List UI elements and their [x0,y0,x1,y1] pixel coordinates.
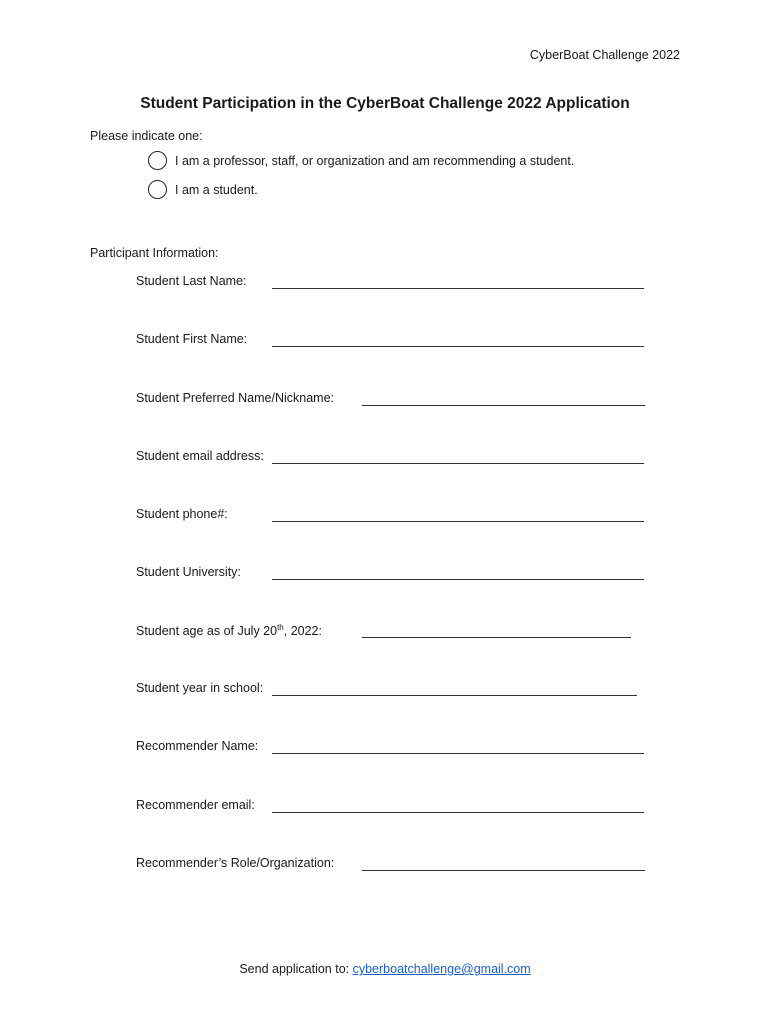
input-recommender-name[interactable] [272,753,644,754]
label-age: Student age as of July 20th, 2022: [136,623,322,639]
option-student[interactable] [148,180,258,199]
input-year[interactable] [272,695,637,696]
input-university[interactable] [272,579,644,580]
section-participant-info: Participant Information: [90,246,219,260]
indicate-label: Please indicate one: [90,129,203,143]
label-recommender-name: Recommender Name: [136,739,259,753]
option-student-label: I am a student. [175,182,258,197]
label-university: Student University: [136,565,241,579]
label-email: Student email address: [136,449,264,463]
label-preferred-name: Student Preferred Name/Nickname: [136,391,335,405]
input-phone[interactable] [272,521,644,522]
input-recommender-role[interactable] [362,870,645,871]
label-last-name: Student Last Name: [136,274,247,288]
label-recommender-email: Recommender email: [136,798,255,812]
radio-student[interactable] [148,180,167,199]
label-recommender-role: Recommender’s Role/Organization: [136,856,335,870]
option-recommender-label: I am a professor, staff, or organization and am recommending a student. [175,153,575,168]
label-year: Student year in school: [136,681,264,695]
option-recommender[interactable] [148,151,574,170]
input-age[interactable] [362,637,631,638]
input-first-name[interactable] [272,346,644,347]
footer [0,962,770,976]
footer-email-link[interactable]: cyberboatchallenge@gmail.com [352,962,531,976]
input-last-name[interactable] [272,288,644,289]
footer-prefix: Send application to: [239,962,353,976]
page-title: Student Participation in the CyberBoat Challenge 2022 Application [140,95,630,112]
header-label: CyberBoat Challenge 2022 [529,48,680,62]
input-email[interactable] [272,463,644,464]
radio-recommender[interactable] [148,151,167,170]
label-phone: Student phone#: [136,507,228,521]
input-recommender-email[interactable] [272,812,644,813]
label-first-name: Student First Name: [136,332,248,346]
input-preferred-name[interactable] [362,405,645,406]
